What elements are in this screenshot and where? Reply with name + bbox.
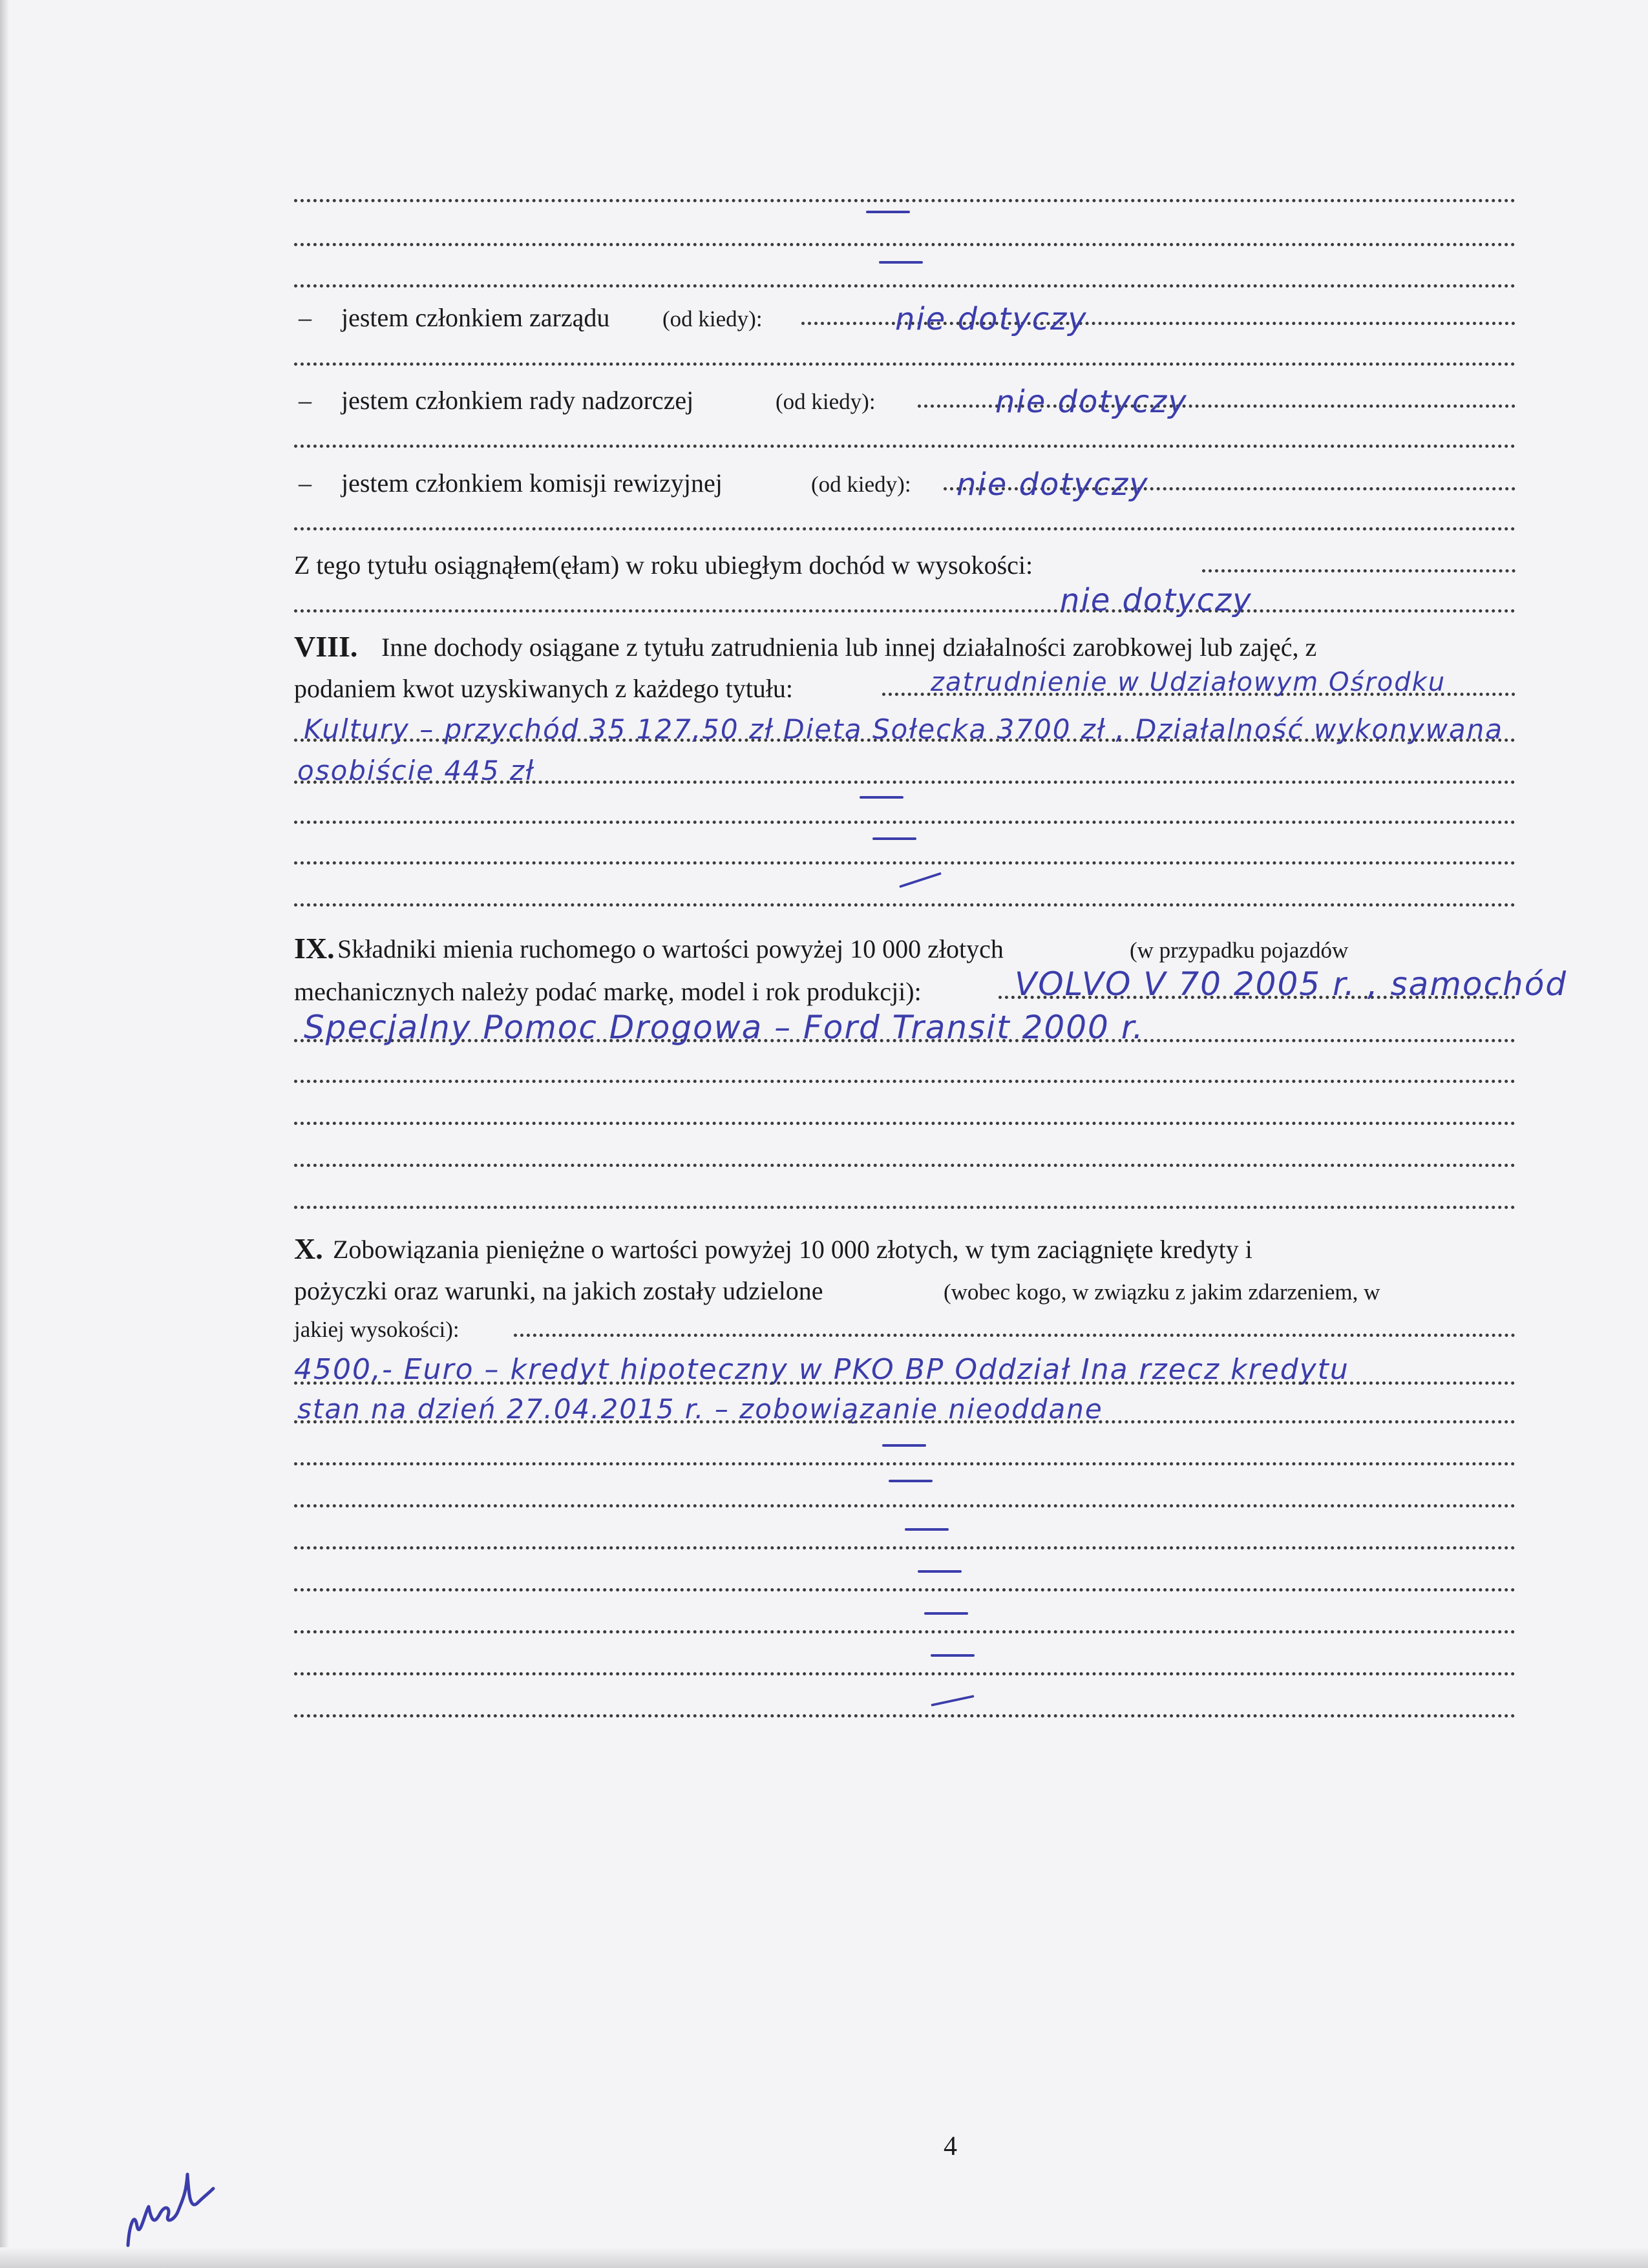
handwritten-dash [905,1528,949,1531]
handwritten-dash [882,1444,926,1447]
dotted-line [294,1625,1516,1633]
section-number: X. [294,1232,323,1265]
dotted-line [294,439,1516,448]
handwritten-dash [931,1695,974,1706]
dotted-line [294,1457,1516,1465]
section-heading-note: (wobec kogo, w związku z jakim zdarzeniem, w [944,1279,1380,1305]
dotted-line [294,1709,1516,1717]
handwritten-answer: VOLVO V 70 2005 r. , samochód [1015,965,1568,1003]
handwritten-answer: nie dotyczy [1060,582,1252,618]
dotted-line [294,1159,1516,1167]
dotted-line [294,1201,1516,1209]
handwritten-dash [879,261,923,264]
handwritten-dash [899,872,942,888]
dotted-line [294,1667,1516,1675]
dotted-line [294,1499,1516,1507]
scan-bottom-edge [0,2247,1648,2268]
section-heading-line: Zobowiązania pieniężne o wartości powyżej 10 000 złotych, w tym zaciągnięte kredyty i [333,1235,1252,1264]
handwritten-dash [860,796,903,799]
handwritten-answer: 4500,- Euro – kredyt hipoteczny w PKO BP Oddział Ina rzecz kredytu [294,1353,1349,1386]
handwritten-dash [889,1480,933,1482]
section-heading-line: pożyczki oraz warunki, na jakich zostały udzielone [294,1276,823,1305]
handwritten-answer: nie dotyczy [895,301,1088,337]
dotted-line [294,279,1516,288]
handwritten-answer: stan na dzień 27.04.2015 r. – zobowiązanie nieoddane [297,1393,1103,1425]
dotted-line [294,1117,1516,1125]
handwritten-answer: Kultury – przychód 35 127,50 zł Dieta Sołecka 3700 zł , Działalność wykonywana [304,713,1504,745]
dotted-line [294,238,1516,246]
dotted-line [294,898,1516,907]
section-heading-line: Inne dochody osiągane z tytułu zatrudnienia lub innej działalności zarobkowej lub zajęć, z [381,633,1317,662]
dotted-line [294,1541,1516,1549]
dotted-line [294,604,1516,613]
dotted-line [514,1328,1516,1337]
dash: – [299,386,312,415]
dotted-line [294,856,1516,865]
section-heading-note: (w przypadku pojazdów [1130,938,1349,963]
dotted-line [294,1376,1516,1385]
dash: – [299,468,312,498]
page-number: 4 [944,2132,957,2161]
note-od-kiedy: (od kiedy): [811,472,911,497]
section-heading-line: podaniem kwot uzyskiwanych z każdego tytułu: [294,674,794,703]
note-od-kiedy: (od kiedy): [662,306,763,331]
section-number: IX. [294,932,335,965]
handwritten-answer: osobiście 445 zł [297,755,535,786]
section-number: VIII. [294,630,358,663]
handwritten-dash [918,1570,962,1573]
dotted-line [294,1583,1516,1591]
handwritten-dash [872,837,916,840]
label-rada: jestem członkiem rady nadzorczej [341,386,694,415]
handwritten-answer: nie dotyczy [956,467,1149,503]
section-heading-line: mechanicznych należy podać markę, model i rok produkcji): [294,977,922,1006]
handwritten-dash [924,1612,968,1615]
handwritten-dash [866,211,910,213]
handwritten-dash [931,1654,975,1657]
handwritten-answer: Specjalny Pomoc Drogowa – Ford Transit 2000 r. [304,1009,1145,1046]
section-heading-line: Składniki mienia ruchomego o wartości powyżej 10 000 złotych [337,934,1004,963]
dotted-line [294,1415,1516,1423]
dotted-line [294,1075,1516,1083]
label-zarzad: jestem członkiem zarządu [341,303,610,332]
dotted-line [1202,564,1516,572]
dotted-line [294,357,1516,366]
scan-left-edge [0,0,9,2268]
note-od-kiedy: (od kiedy): [776,389,876,414]
label-komisja: jestem członkiem komisji rewizyjnej [341,468,723,498]
dotted-line [294,522,1516,530]
handwritten-answer: nie dotyczy [995,384,1188,420]
dotted-line [294,815,1516,824]
dash: – [299,303,312,332]
income-text: Z tego tytułu osiągnąłem(ęłam) w roku ubiegłym dochód w wysokości: [294,551,1033,580]
signature-initials [123,2148,226,2252]
section-heading-note: jakiej wysokości): [294,1317,460,1342]
dotted-line [294,194,1516,202]
handwritten-answer: zatrudnienie w Udziałowym Ośrodku [931,667,1446,697]
